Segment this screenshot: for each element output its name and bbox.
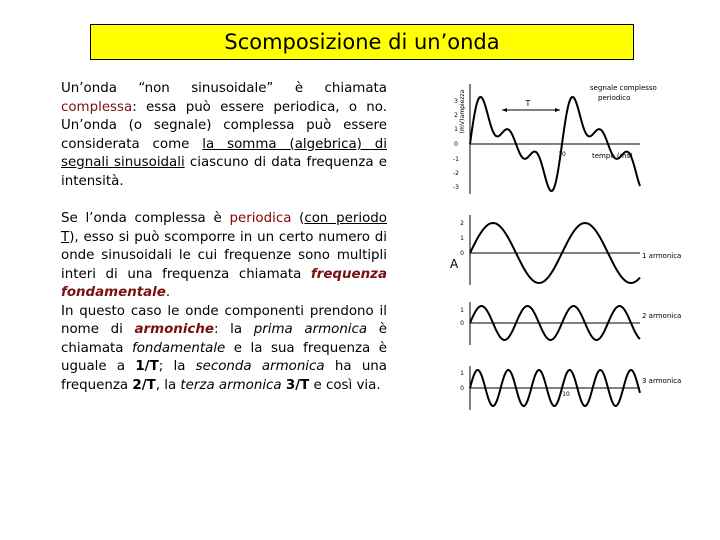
period-arrow-right-head [555,108,560,112]
paragraph-definition [61,80,387,191]
h2-tick-1: 1 [460,307,464,314]
y-tick-neg1: -1 [453,156,459,163]
period-arrow-left-head [502,108,507,112]
time-axis-label: tempo (ms) [592,152,633,160]
text-run: è chiamata [61,322,387,356]
term-terza-armonica: terza armonica [180,377,282,393]
text-run: , la [155,377,181,393]
text-run: Se l’onda complessa è [61,211,230,226]
term-fondamentale: fondamentale [132,340,226,356]
amplitude-label-2: (mV) [459,118,466,134]
harmonic-3-panel [460,366,681,410]
value-2-over-T: 2/T [132,377,156,393]
y-tick-0: 0 [454,141,458,148]
waveform-svg [440,70,690,420]
amplitude-label-1: ampiezza [459,89,466,119]
tick-10-label: 10 [558,151,566,158]
paragraph-gap [61,191,387,210]
text-run: : la [213,322,254,337]
term-seconda-armonica: seconda armonica [195,359,325,374]
text-run: : essa può essere periodica, o no. Un’onda (o segnale) complessa può essere considerata come [61,99,387,152]
h3-tick-1: 1 [460,370,464,377]
value-3-over-T: 3/T [285,377,310,393]
h3-tick-0: 0 [460,385,464,392]
title-box [90,24,634,60]
complex-wave-panel [453,84,657,194]
text-run: Un’onda “non sinusoidale” è chiamata [61,81,387,96]
h1-tick-1: 1 [460,235,464,242]
h3-tick-10-label: 10 [562,391,570,398]
text-run: . [165,285,171,300]
text-run: ( [291,211,305,226]
axis-A-label: A [450,257,459,271]
text-run: ), esso si può scomporre in un certo numero di onde sinusoidali le cui frequenze sono multipli interi di una frequenza chiamata [61,229,387,282]
text-run: In questo caso le onde componenti prendono il nome di [61,303,387,337]
text-column [61,80,387,395]
y-tick-3: 3 [454,98,458,105]
paragraph-periodic [61,210,387,303]
value-1-over-T: 1/T [135,359,159,374]
complex-signal-label-1: segnale complesso [590,84,657,92]
term-armoniche: armoniche [134,322,214,337]
y-tick-neg2: -2 [453,170,459,177]
text-run: ha una frequenza [61,359,387,393]
y-tick-1: 1 [454,126,458,133]
h2-tick-0: 0 [460,320,464,327]
complex-signal-label-2: periodico [598,94,631,102]
term-periodica: periodica [229,211,292,226]
period-label: T [525,99,531,108]
text-run: ciascuno di data frequenza e intensità. [61,155,388,189]
term-prima-armonica: prima armonica [253,322,368,337]
h1-tick-0: 0 [460,250,464,257]
y-tick-2: 2 [454,112,458,119]
y-tick-neg3: -3 [453,184,459,191]
text-run: e la sua frequenza è uguale a [61,340,387,374]
waveform-figure [440,70,690,420]
paragraph-harmonics [61,303,387,396]
page-title: Scomposizione di un’onda [224,29,500,54]
harmonic-3-label: 3 armonica [642,377,682,385]
harmonic-2-label: 2 armonica [642,312,682,320]
harmonic-2-panel [460,302,681,345]
underlined-period: con periodo T [61,211,387,245]
underlined-phrase: la somma (algebrica) di segnali sinusoidali [61,136,387,170]
harmonic-1-label: 1 armonica [642,252,682,260]
term-frequenza-fondamentale: frequenza fondamentale [61,266,387,300]
text-run: e così via. [309,377,381,393]
term-complessa: complessa [61,99,133,115]
h1-tick-2: 2 [460,220,464,227]
harmonic-1-panel [450,215,681,285]
text-run: ; la [158,359,196,374]
